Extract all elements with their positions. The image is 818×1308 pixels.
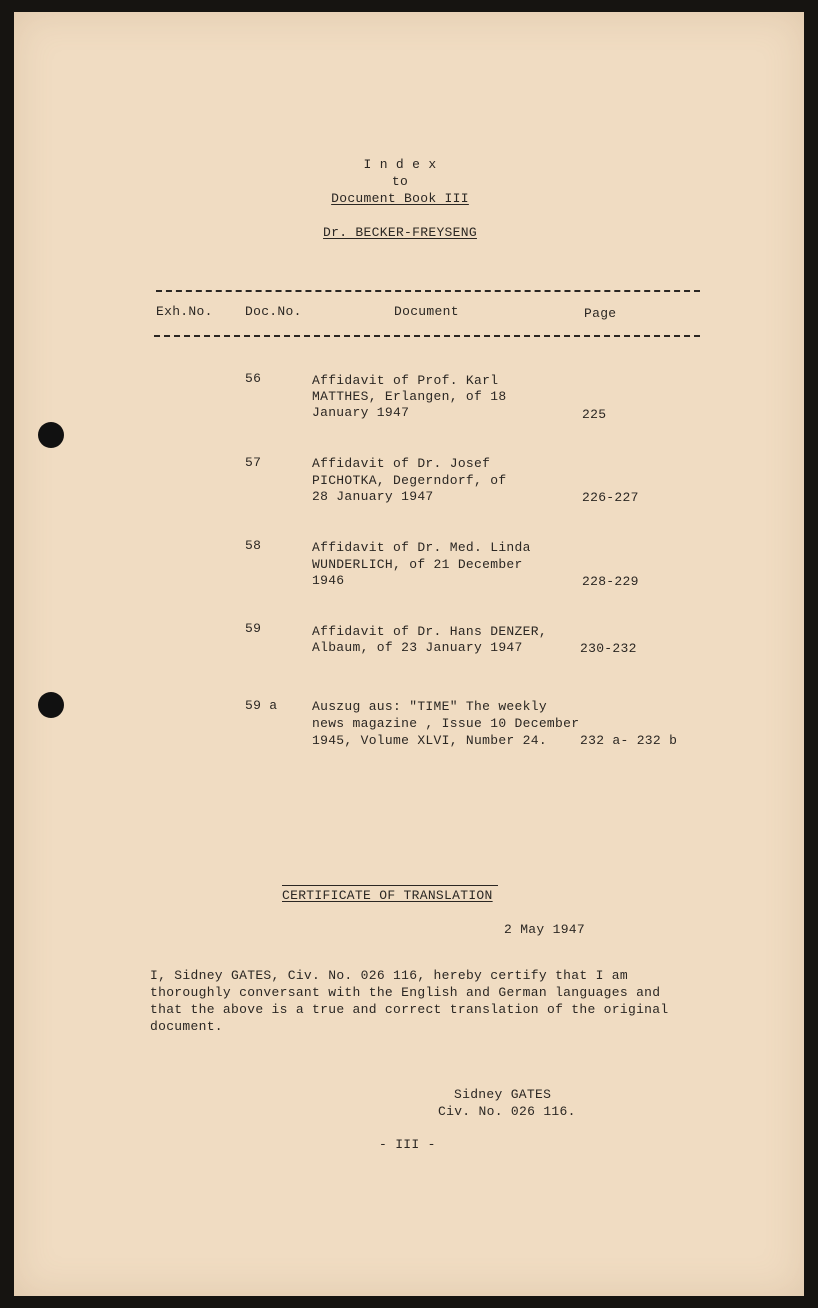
page-number: 228-229: [582, 574, 639, 589]
column-header-page: Page: [584, 306, 617, 321]
document-line: 1945, Volume XLVI, Number 24.: [312, 733, 547, 748]
index-heading: I n d e x: [363, 157, 437, 172]
page-number: 232 a- 232 b: [580, 733, 678, 748]
certificate-body-line: thoroughly conversant with the English and German languages and: [150, 985, 661, 1000]
document-line: MATTHES, Erlangen, of 18: [312, 389, 507, 404]
document-line: Affidavit of Dr. Hans DENZER,: [312, 624, 547, 639]
document-line: January 1947: [312, 405, 410, 420]
document-line: WUNDERLICH, of 21 December: [312, 557, 523, 572]
page-marker: - III -: [379, 1137, 436, 1152]
table-header-rule: [154, 335, 700, 337]
certificate-date: 2 May 1947: [504, 922, 586, 937]
document-line: Albaum, of 23 January 1947: [312, 640, 523, 655]
document-line: Affidavit of Dr. Josef: [312, 456, 491, 471]
document-line: 28 January 1947: [312, 489, 434, 504]
index-to: to: [391, 174, 409, 189]
column-header-exh-no: Exh.No.: [156, 304, 213, 319]
document-line: Auszug aus: "TIME" The weekly: [312, 699, 547, 714]
defendant-name: Dr. BECKER-FREYSENG: [323, 225, 477, 240]
column-header-document: Document: [394, 304, 459, 319]
doc-number: 59 a: [245, 698, 278, 713]
certificate-body-line: I, Sidney GATES, Civ. No. 026 116, hereby certify that I am: [150, 968, 628, 983]
doc-number: 58: [245, 538, 262, 553]
signature-civ-number: Civ. No. 026 116.: [438, 1104, 576, 1119]
page-number: 225: [582, 407, 607, 422]
doc-number: 59: [245, 621, 262, 636]
certificate-body-line: that the above is a true and correct translation of the original: [150, 1002, 669, 1017]
page-number: 226-227: [582, 490, 639, 505]
document-line: news magazine , Issue 10 December: [312, 716, 580, 731]
document-line: Affidavit of Dr. Med. Linda: [312, 540, 531, 555]
table-top-rule: [156, 290, 700, 292]
punch-hole-bottom: [38, 692, 64, 718]
document-book-title: Document Book III: [331, 191, 469, 206]
certificate-title: CERTIFICATE OF TRANSLATION: [282, 888, 493, 903]
document-page: [14, 12, 804, 1296]
doc-number: 57: [245, 455, 262, 470]
certificate-title-rule: [282, 885, 498, 886]
column-header-doc-no: Doc.No.: [245, 304, 302, 319]
document-line: PICHOTKA, Degerndorf, of: [312, 473, 507, 488]
page-number: 230-232: [580, 641, 637, 656]
document-line: Affidavit of Prof. Karl: [312, 373, 499, 388]
punch-hole-top: [38, 422, 64, 448]
certificate-body-line: document.: [150, 1019, 223, 1034]
doc-number: 56: [245, 371, 262, 386]
signature-name: Sidney GATES: [454, 1087, 552, 1102]
document-line: 1946: [312, 573, 345, 588]
